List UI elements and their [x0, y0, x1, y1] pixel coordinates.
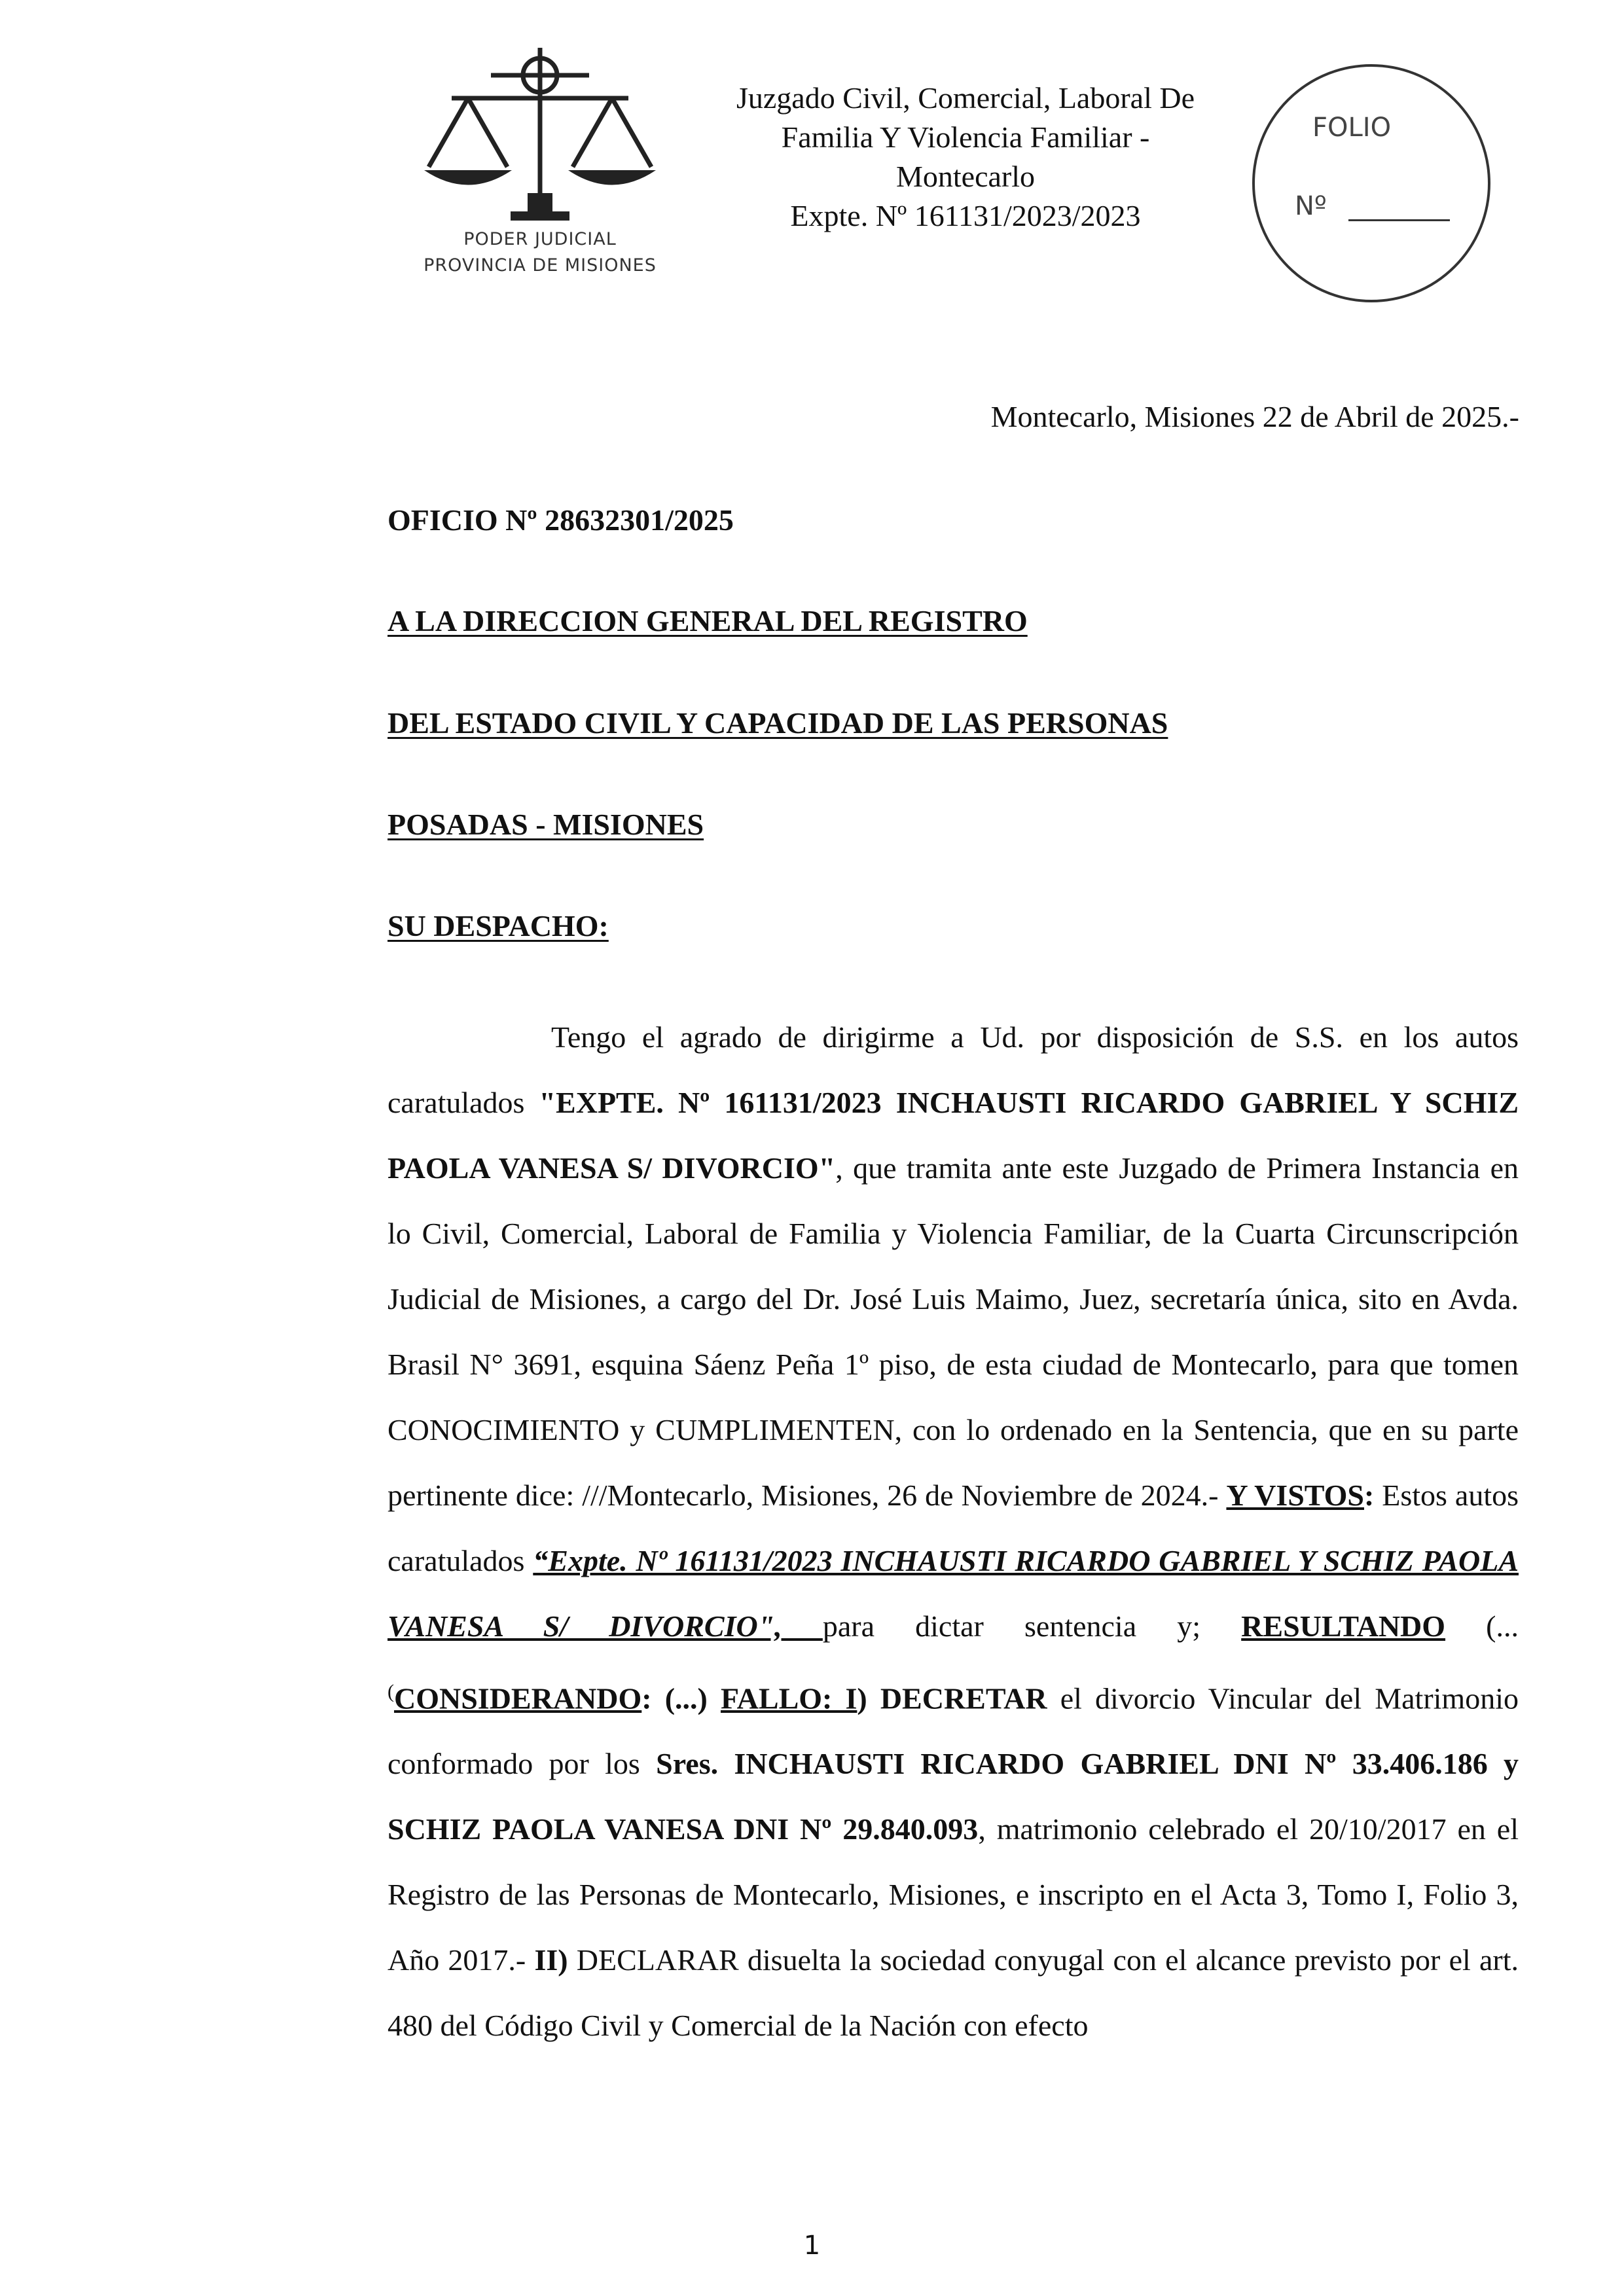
document-date: Montecarlo, Misiones 22 de Abril de 2025.-: [990, 400, 1519, 433]
considerando: CONSIDERANDO: [394, 1681, 642, 1715]
oficio-number: OFICIO Nº 28632301/2025: [388, 503, 734, 537]
addressee-line1: A LA DIRECCION GENERAL DEL REGISTRO: [388, 604, 1028, 637]
page-number: 1: [803, 2231, 821, 2261]
folio-number-label: Nº: [1295, 191, 1327, 221]
colon-2: :: [641, 1681, 652, 1715]
logo-text-line2: PROVINCIA DE MISIONES: [424, 255, 657, 276]
body-text-2: , que tramita ante este Juzgado de Primera Instancia en lo Civil, Comercial, Laboral de Familia y Violencia Familiar, de la Cuarta Circunscripción Judicial de Misiones, a cargo del Dr. José Luis Maimo, Juez, secretaría única, sito en Avda. Brasil N° 3691, esquina Sáenz Peña 1º piso, de esta ciudad de Montecarlo, para que tomen CONOCIMIENTO y CUMPLIMENTEN, con lo ordenado en la Sentencia, que en su parte pertinente dice: ///Montecarlo, Misiones, 26 de Noviembre de 2024.-: [388, 1151, 1519, 1512]
court-name-line2: Familia Y Violencia Familiar -: [781, 120, 1150, 154]
body-text-8: el divorcio Vincular del Matrimonio conformado por los: [388, 1681, 1519, 1781]
body-text-4: para dictar sentencia y;: [822, 1609, 1242, 1643]
fallo: FALLO: I: [720, 1681, 857, 1715]
body-text-3: Estos autos caratulados: [388, 1479, 1519, 1577]
case-title: "EXPTE. Nº 161131/2023 INCHAUSTI RICARDO GABRIEL Y SCHIZ PAOLA VANESA S/ DIVORCIO": [388, 1086, 1519, 1185]
parties: Sres. INCHAUSTI RICARDO GABRIEL DNI Nº 33.406.186 y SCHIZ PAOLA VANESA DNI Nº 29.840.093: [388, 1747, 1519, 1846]
case-number: Expte. Nº 161131/2023/2023: [790, 199, 1141, 232]
court-name-line3: Montecarlo: [895, 160, 1036, 193]
folio-number-blank: [1348, 219, 1450, 221]
court-name-line1: Juzgado Civil, Comercial, Laboral De: [736, 81, 1195, 115]
colon-1: :: [1364, 1479, 1375, 1512]
section-ii: II): [534, 1943, 568, 1977]
logo-text-line1: PODER JUDICIAL: [463, 229, 617, 249]
y-vistos: Y VISTOS: [1226, 1479, 1364, 1512]
body-text-1: Tengo el agrado de dirigirme a Ud. por disposición de S.S. en los autos caratulados: [388, 1020, 1519, 1119]
addressee-line2: DEL ESTADO CIVIL Y CAPACIDAD DE LAS PERSONAS: [388, 706, 1168, 740]
court-logo: [399, 36, 681, 298]
superscript-paren: (: [388, 1681, 394, 1702]
addressee-line3: POSADAS - MISIONES: [388, 808, 704, 841]
scales-of-justice-icon: [399, 36, 681, 226]
resultando: RESULTANDO: [1241, 1609, 1446, 1643]
body-text-9: , matrimonio celebrado el 20/10/2017 en el Registro de las Personas de Montecarlo, Misiones, e inscripto en el Acta 3, Tomo I, Folio 3, Año 2017.-: [388, 1812, 1519, 1977]
addressee-line4: SU DESPACHO:: [388, 909, 609, 942]
decretar: ) DECRETAR: [857, 1681, 1047, 1715]
body-text-5: (...: [1445, 1609, 1519, 1643]
court-header: [681, 79, 1250, 236]
case-title-italic: “Expte. Nº 161131/2023 INCHAUSTI RICARDO GABRIEL Y SCHIZ PAOLA VANESA S/ DIVORCIO",: [388, 1544, 1519, 1643]
folio-label: FOLIO: [1312, 113, 1392, 143]
folio-stamp-circle: [1244, 56, 1499, 311]
body-text-10: DECLARAR disuelta la sociedad conyugal con el alcance previsto por el art. 480 del Código Civil y Comercial de la Nación con efecto: [388, 1943, 1519, 2043]
body-paragraph: [388, 1005, 1519, 2058]
ellipsis: (...): [651, 1681, 721, 1715]
